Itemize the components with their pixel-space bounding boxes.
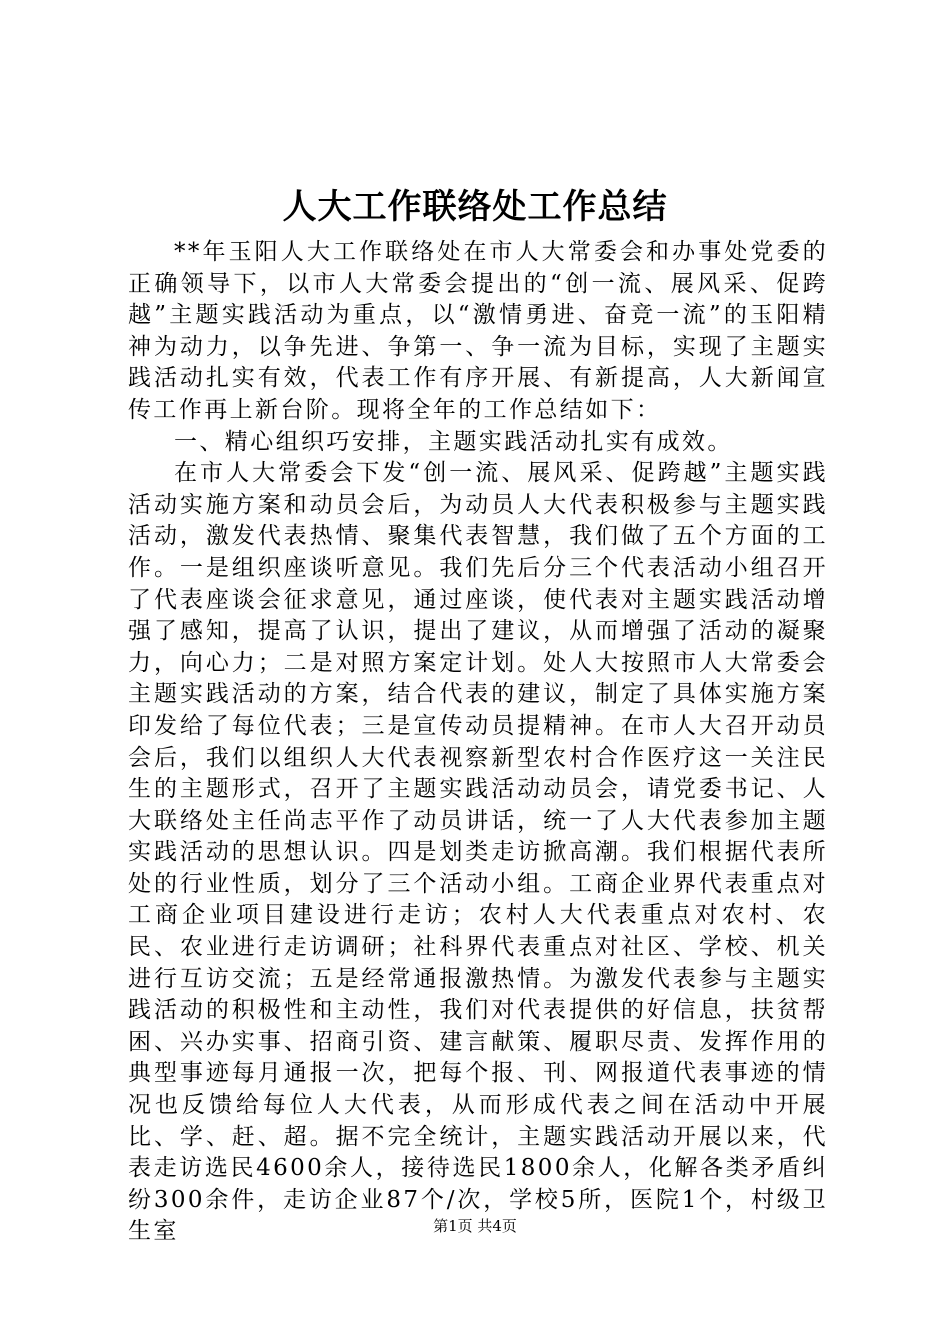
paragraph-intro: **年玉阳人大工作联络处在市人大常委会和办事处党委的正确领导下，以市人大常委会提出的“创一流、展风采、促跨越”主题实践活动为重点，以“激情勇进、奋竞一流”的玉阳精神为动力，以争先进、争第一、争一流为目标，实现了主题实践活动扎实有效，代表工作有序开展、有新提高，人大新闻宣传工作再上新台阶。现将全年的工作总结如下：: [128, 239, 828, 423]
document-title: 人大工作联络处工作总结: [282, 187, 668, 227]
document-body: [128, 237, 828, 1248]
paragraph-section-body: 在市人大常委会下发“创一流、展风采、促跨越”主题实践活动实施方案和动员会后，为动员人大代表积极参与主题实践活动，激发代表热情、聚集代表智慧，我们做了五个方面的工作。一是组织座谈听意见。我们先后分三个代表活动小组召开了代表座谈会征求意见，通过座谈，使代表对主题实践活动增强了感知，提高了认识，提出了建议，从而增强了活动的凝聚力，向心力；二是对照方案定计划。处人大按照市人大常委会主题实践活动的方案，结合代表的建议，制定了具体实施方案印发给了每位代表；三是宣传动员提精神。在市人大召开动员会后，我们以组织人大代表视察新型农村合作医疗这一关注民生的主题形式，召开了主题实践活动动员会，请党委书记、人大联络处主任尚志平作了动员讲话，统一了人大代表参加主题实践活动的思想认识。四是划类走访掀高潮。我们根据代表所处的行业性质，划分了三个活动小组。工商企业界代表重点对工商企业项目建设进行走访；农村人大代表重点对农村、农民、农业进行走访调研；社科界代表重点对社区、学校、机关进行互访交流；五是经常通报激热情。为激发代表参与主题实践活动的积极性和主动性，我们对代表提供的好信息，扶贫帮困、兴办实事、招商引资、建言献策、履职尽责、发挥作用的典型事迹每月通报一次，把每个报、刊、网报道代表事迹的情况也反馈给每位人大代表，从而形成代表之间在活动中开展比、学、赶、超。据不完全统计，主题实践活动开展以来，代表走访选民4600余人，接待选民1800余人，化解各类矛盾纠纷300余件，走访企业87个/次，学校5所，医院1个，村级卫生室: [128, 460, 828, 1245]
paragraph-section-heading: 一、精心组织巧安排，主题实践活动扎实有成效。: [174, 428, 733, 455]
page-footer: 第1页 共4页: [433, 1217, 517, 1235]
